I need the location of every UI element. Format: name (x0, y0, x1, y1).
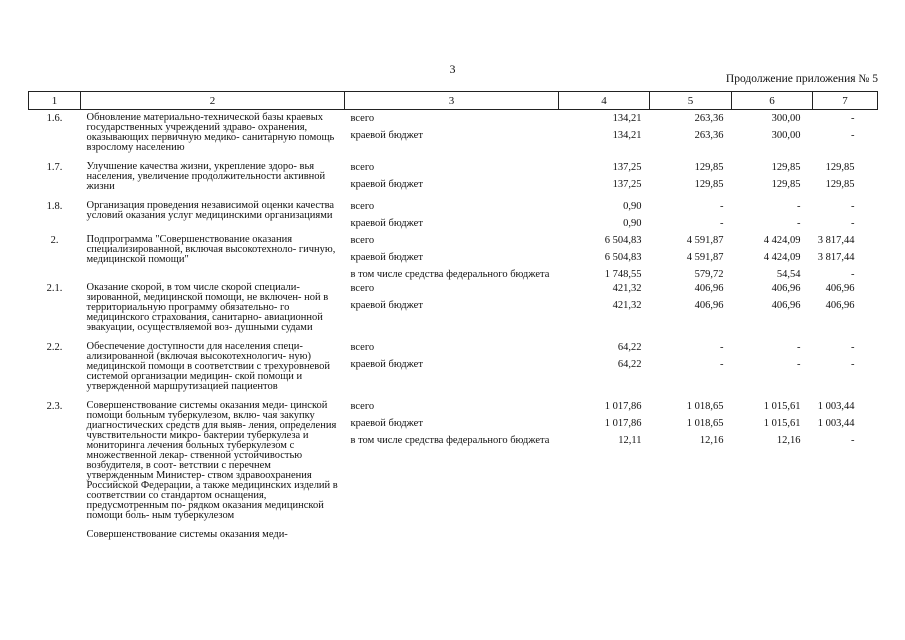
value-col-4-cell (559, 110, 650, 160)
value-col-7: 3 817,44 (817, 252, 855, 263)
row-title: Подпрограмма "Совершенствование оказания специализированной, включая высокотехноло- гичную, медицинской помощи" (86, 234, 336, 265)
value-col-6: 4 424,09 (763, 235, 801, 246)
funding-source-label-cell (345, 398, 559, 527)
funding-source-label-cell (345, 159, 559, 198)
value-col-4: 134,21 (612, 113, 642, 124)
value-col-4: 0,90 (623, 218, 642, 229)
value-col-5: 129,85 (694, 162, 724, 173)
funding-source-label-cell (345, 527, 559, 546)
table-row (29, 198, 878, 232)
value-col-7: 129,85 (825, 162, 855, 173)
value-col-5: - (720, 218, 724, 229)
funding-source-label-cell (345, 232, 559, 280)
value-col-4: 64,22 (617, 342, 642, 353)
value-col-6: - (797, 359, 801, 370)
header-col-4: 4 (559, 92, 650, 110)
value-col-5: 579,72 (694, 269, 724, 280)
value-col-7: - (851, 130, 855, 141)
value-col-6-cell (732, 198, 813, 232)
value-col-6-cell (732, 159, 813, 198)
funding-source-label-cell (345, 280, 559, 339)
table-row (29, 159, 878, 198)
value-col-6: 406,96 (771, 283, 801, 294)
value-col-5: 129,85 (694, 179, 724, 190)
value-col-5: - (720, 359, 724, 370)
value-col-7-cell (813, 159, 878, 198)
row-title: Оказание скорой, в том числе скорой специали- зированной, медицинской помощи, не включен- ной в территориальную программу обязательно- го медицинского страхования, санитарно- авиационной эвакуации, осуществляемой воз- душными судами (86, 282, 329, 333)
value-col-4: 1 748,55 (604, 269, 642, 280)
value-col-6-cell (732, 339, 813, 398)
value-col-5: 406,96 (694, 283, 724, 294)
table-row (29, 280, 878, 339)
value-col-5: - (720, 201, 724, 212)
value-col-6-cell (732, 527, 813, 546)
value-col-5-cell (650, 280, 732, 339)
row-title: Обновление материально-технической базы краевых государственных учреждений здраво- охранения, оказывающих первичную медико- санитарную помощь взрослому населению (86, 112, 335, 153)
funding-source-label: в том числе средства федерального бюджета (350, 435, 550, 446)
value-col-7: 406,96 (825, 300, 855, 311)
value-col-5: 263,36 (694, 113, 724, 124)
value-col-5: 406,96 (694, 300, 724, 311)
row-number: 2.1. (46, 283, 63, 294)
value-col-6: 54,54 (776, 269, 801, 280)
funding-source-label: краевой бюджет (350, 418, 423, 429)
funding-source-label: краевой бюджет (350, 359, 423, 370)
value-col-4: 137,25 (612, 179, 642, 190)
value-col-6: 406,96 (771, 300, 801, 311)
header-row (29, 92, 878, 110)
value-col-4: 6 504,83 (604, 252, 642, 263)
value-col-5: 1 018,65 (686, 401, 724, 412)
value-col-5-cell (650, 110, 732, 160)
value-col-6: 129,85 (771, 162, 801, 173)
value-col-6: 1 015,61 (763, 401, 801, 412)
value-col-7-cell (813, 527, 878, 546)
value-col-5: 12,16 (699, 435, 724, 446)
header-col-6: 6 (732, 92, 813, 110)
table-row (29, 398, 878, 527)
value-col-7: 406,96 (825, 283, 855, 294)
funding-source-label: в том числе средства федерального бюджета (350, 269, 550, 280)
value-col-7-cell (813, 339, 878, 398)
budget-table (28, 91, 878, 546)
value-col-7: - (851, 201, 855, 212)
funding-source-label: краевой бюджет (350, 179, 423, 190)
funding-source-label: всего (350, 342, 375, 353)
header-col-1: 1 (29, 92, 81, 110)
funding-source-label-cell (345, 110, 559, 160)
funding-source-label-cell (345, 198, 559, 232)
value-col-4: 1 017,86 (604, 418, 642, 429)
value-col-4-cell (559, 159, 650, 198)
value-col-6: 300,00 (771, 130, 801, 141)
value-col-7: 129,85 (825, 179, 855, 190)
value-col-4-cell (559, 339, 650, 398)
value-col-7: - (851, 435, 855, 446)
funding-source-label: всего (350, 162, 375, 173)
table-row (29, 232, 878, 280)
value-col-5-cell (650, 232, 732, 280)
value-col-7-cell (813, 280, 878, 339)
value-col-6: 129,85 (771, 179, 801, 190)
value-col-5: - (720, 342, 724, 353)
funding-source-label: всего (350, 283, 375, 294)
row-number: 1.7. (46, 162, 63, 173)
value-col-4: 421,32 (612, 300, 642, 311)
value-col-4: 137,25 (612, 162, 642, 173)
funding-source-label: краевой бюджет (350, 218, 423, 229)
funding-source-label: всего (350, 201, 375, 212)
value-col-6: 4 424,09 (763, 252, 801, 263)
header-col-7: 7 (813, 92, 878, 110)
value-col-7: - (851, 113, 855, 124)
row-number: 1.8. (46, 201, 63, 212)
row-title: Обеспечение доступности для населения специ- ализированной (включая высокотехнологич- ную) медицинской помощи в соответствии с трехуровневой системой организации медицин- ской помощи и утвержденной маршрутизацией пациентов (86, 341, 331, 392)
continuation-caption: Продолжение приложения № 5 (725, 73, 878, 85)
value-col-5: 1 018,65 (686, 418, 724, 429)
value-col-6-cell (732, 232, 813, 280)
value-col-7: 3 817,44 (817, 235, 855, 246)
value-col-5-cell (650, 198, 732, 232)
row-number (29, 527, 81, 546)
funding-source-label: краевой бюджет (350, 252, 423, 263)
value-col-5-cell (650, 339, 732, 398)
funding-source-label: всего (350, 401, 375, 412)
value-col-6: - (797, 342, 801, 353)
row-title: Совершенствование системы оказания меди- цинской помощи больным туберкулезом, вклю- чая закупку диагностических средств для выяв- ления, определения чувствительности микро- бактерии туберкулеза и мониторинга лечения больных туберкулезом с множественной лекар- ственной устойчивостью возбудителя, в соот- ветствии с перечнем утвержденным Министер- ством здравоохранения Российской Федерации, а также медицинских изделий в соответствии со стандартом оснащения, предусмотренным по- рядком оказания медицинской помощи боль- ным туберкулезом (86, 400, 338, 521)
header-col-5: 5 (650, 92, 732, 110)
value-col-4-cell (559, 527, 650, 546)
value-col-5-cell (650, 398, 732, 527)
header-col-3: 3 (345, 92, 559, 110)
value-col-4: 421,32 (612, 283, 642, 294)
value-col-7: - (851, 218, 855, 229)
value-col-4-cell (559, 280, 650, 339)
row-title: Улучшение качества жизни, укрепление здоро- вья населения, увеличение продолжительности активной жизни (86, 161, 326, 192)
value-col-5: 4 591,87 (686, 235, 724, 246)
value-col-4: 12,11 (618, 435, 642, 446)
row-title: Организация проведения независимой оценки качества условий оказания услуг медицинскими организациями (86, 200, 335, 221)
value-col-6: 12,16 (776, 435, 801, 446)
value-col-7: - (851, 359, 855, 370)
value-col-6-cell (732, 110, 813, 160)
value-col-7-cell (813, 198, 878, 232)
value-col-7: - (851, 269, 855, 280)
table-row (29, 527, 878, 546)
value-col-4-cell (559, 398, 650, 527)
row-number: 2.2. (46, 342, 63, 353)
funding-source-label: всего (350, 113, 375, 124)
row-number: 2.3. (46, 401, 63, 412)
row-number: 1.6. (46, 113, 63, 124)
value-col-4: 6 504,83 (604, 235, 642, 246)
value-col-7-cell (813, 232, 878, 280)
value-col-7-cell (813, 110, 878, 160)
value-col-7: 1 003,44 (817, 401, 855, 412)
value-col-7: 1 003,44 (817, 418, 855, 429)
funding-source-label-cell (345, 339, 559, 398)
value-col-7: - (851, 342, 855, 353)
header-col-2: 2 (81, 92, 345, 110)
funding-source-label: краевой бюджет (350, 130, 423, 141)
value-col-4: 0,90 (623, 201, 642, 212)
value-col-6-cell (732, 398, 813, 527)
value-col-4-cell (559, 232, 650, 280)
table-row (29, 110, 878, 160)
value-col-5: 4 591,87 (686, 252, 724, 263)
value-col-5-cell (650, 159, 732, 198)
value-col-5-cell (650, 527, 732, 546)
row-number: 2. (50, 235, 59, 246)
value-col-4-cell (559, 198, 650, 232)
value-col-6: 1 015,61 (763, 418, 801, 429)
page-number: 3 (449, 62, 456, 76)
value-col-6: 300,00 (771, 113, 801, 124)
funding-source-label: всего (350, 235, 375, 246)
value-col-7-cell (813, 398, 878, 527)
funding-source-label: краевой бюджет (350, 300, 423, 311)
value-col-6: - (797, 218, 801, 229)
value-col-5: 263,36 (694, 130, 724, 141)
value-col-6: - (797, 201, 801, 212)
table-row (29, 339, 878, 398)
value-col-6-cell (732, 280, 813, 339)
value-col-4: 1 017,86 (604, 401, 642, 412)
value-col-4: 134,21 (612, 130, 642, 141)
value-col-4: 64,22 (617, 359, 642, 370)
row-title: Совершенствование системы оказания меди- (86, 529, 288, 540)
